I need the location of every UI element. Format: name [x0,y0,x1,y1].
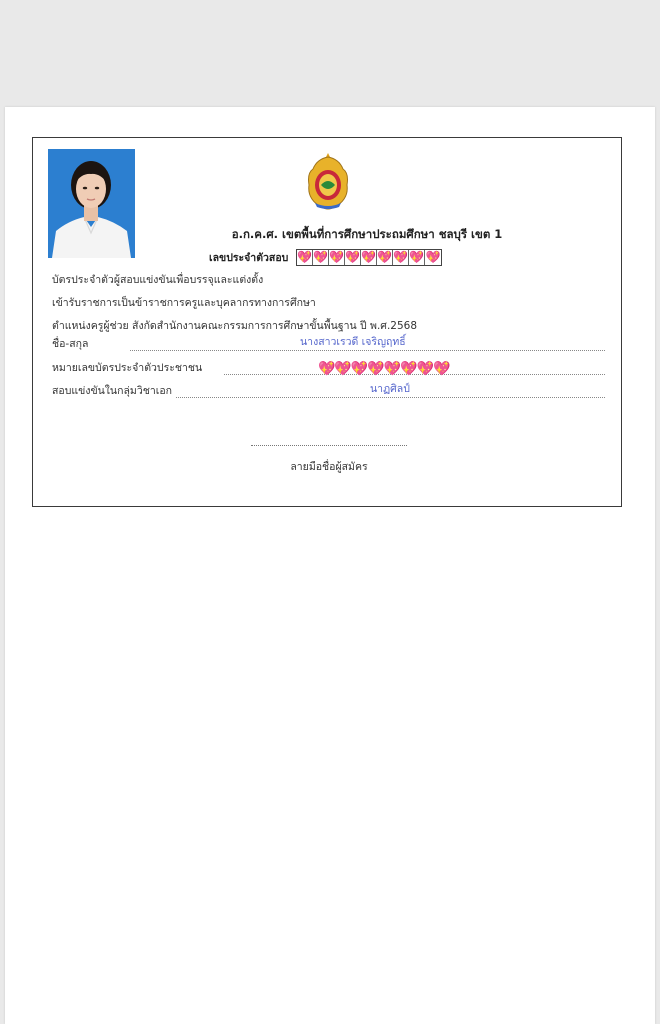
exam-digit-box: 💖 [409,250,425,264]
subject-field [52,383,605,399]
id-label: หมายเลขบัตรประจำตัวประชาชน [52,362,203,374]
signature-line [251,445,407,446]
intro-line-1: บัตรประจำตัวผู้สอบแข่งขันเพื่อบรรจุและแต่งตั้ง [52,274,264,286]
obec-emblem-icon [305,151,351,211]
exam-digit-box: 💖 [377,250,393,264]
exam-digit-box: 💖 [329,250,345,264]
applicant-photo [48,149,135,258]
exam-digit-box: 💖 [425,250,441,264]
document-page [5,107,655,1024]
exam-digit-box: 💖 [297,250,313,264]
id-field [52,360,605,376]
exam-digit-box: 💖 [393,250,409,264]
exam-digit-box: 💖 [361,250,377,264]
office-heading: อ.ก.ค.ศ. เขตพื้นที่การศึกษาประถมศึกษา ชลบุรี เขต 1 [231,227,503,241]
exam-digit-box: 💖 [313,250,329,264]
intro-line-2: เข้ารับราชการเป็นข้าราชการครูและบุคลากรทางการศึกษา [52,297,316,309]
name-value: นางสาวเรวดี เจริญฤทธิ์ [300,336,406,348]
subject-label: สอบแข่งขันในกลุ่มวิชาเอก [52,385,172,397]
exam-number-boxes [296,249,442,266]
exam-id-card [32,137,622,507]
name-dotted-line [130,350,605,351]
subject-value: นาฏศิลป์ [370,383,410,395]
exam-number-row [209,248,442,266]
name-label: ชื่อ-สกุล [52,338,89,350]
exam-number-label: เลขประจำตัวสอบ [209,251,289,264]
id-value: 💖💖💖💖💖💖💖💖 [318,361,450,377]
subject-dotted-line [176,397,605,398]
name-field [52,336,605,352]
exam-digit-box: 💖 [345,250,361,264]
intro-line-3: ตำแหน่งครูผู้ช่วย สังกัดสำนักงานคณะกรรมการการศึกษาขั้นพื้นฐาน ปี พ.ศ.2568 [52,320,418,332]
signature-label: ลายมือชื่อผู้สมัคร [290,461,368,473]
